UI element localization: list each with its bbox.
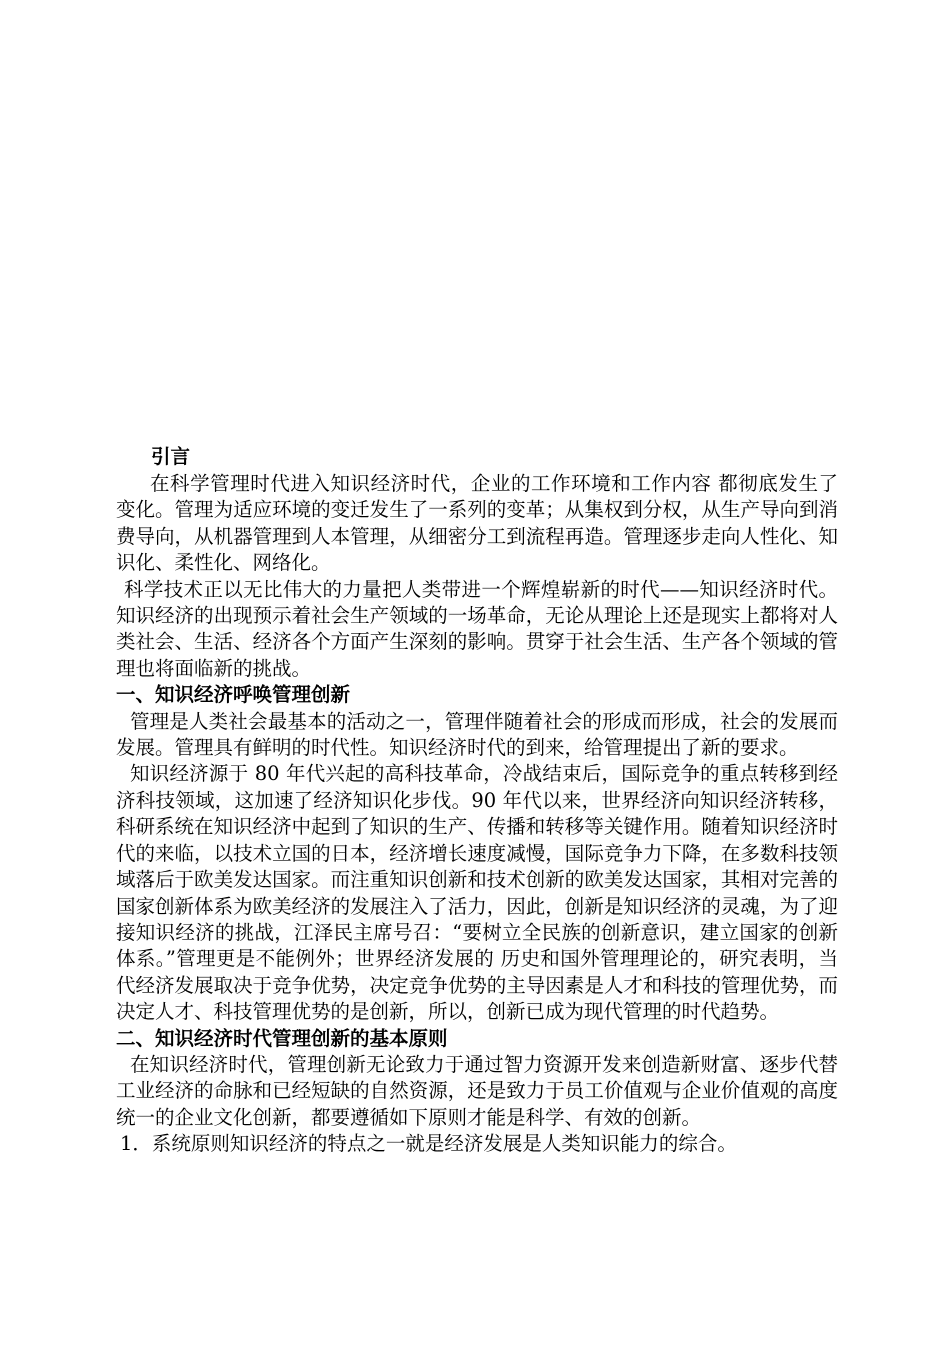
section-1-heading: 一、知识经济呼唤管理创新 (116, 683, 351, 707)
section-1-paragraph-2: 知识经济源于 80 年代兴起的高科技革命，冷战结束后，国际竞争的重点转移到经济科技领域，这加速了经济知识化步伐。90 年代以来，世界经济向知识经济转移，科研系统在知识经济中起到了知识的生产、传播和转移等关键作用。随着知识经济时代的来临，以技术立国的日本，经济增长速度减慢，国际竞争力下降，在多数科技领域落后于欧美发达国家。而注重知识创新和技术创新的欧美发达国家，其相对完善的国家创新体系为欧美经济的发展注入了活力，因此，创新是知识经济的灵魂，为了迎接知识经济的挑战，江泽民主席号召：“要树立全民族的创新意识，建立国家的创新体系。”管理更是不能例外；世界经济发展的 历史和国外管理理论的，研究表明，当代经济发展取决于竞争优势，决定竞争优势的主导因素是人才和科技的管理优势，而决定人才、科技管理优势的是创新，所以，创新已成为现代管理的时代趋势。 (116, 762, 838, 1024)
section-2-paragraph-2: 1．系统原则知识经济的特点之一就是经济发展是人类知识能力的综合。 (120, 1132, 737, 1156)
section-2-paragraph-1: 在知识经济时代，管理创新无论致力于通过智力资源开发来创造新财富、逐步代替工业经济的命脉和已经短缺的自然资源，还是致力于员工价值观与企业价值观的高度统一的企业文化创新，都要遵循如下原则才能是科学、有效的创新。 (116, 1052, 838, 1129)
document-body (116, 443, 838, 1158)
section-2-heading: 二、知识经济时代管理创新的基本原则 (116, 1026, 448, 1050)
intro-paragraph-2: 科学技术正以无比伟大的力量把人类带进一个辉煌崭新的时代——知识经济时代。知识经济的出现预示着社会生产领域的一场革命，无论从理论上还是现实上都将对人类社会、生活、经济各个方面产生深刻的影响。贯穿于社会生活、生产各个领域的管理也将面临新的挑战。 (116, 577, 838, 680)
section-1-paragraph-1: 管理是人类社会最基本的活动之一，管理伴随着社会的形成而形成，社会的发展而发展。管理具有鲜明的时代性。知识经济时代的到来，给管理提出了新的要求。 (116, 709, 838, 760)
intro-paragraph-1: 在科学管理时代进入知识经济时代，企业的工作环境和工作内容 都彻底发生了变化。管理为适应环境的变迁发生了一系列的变革；从集权到分权，从生产导向到消费导向，从机器管理到人本管理，从细密分工到流程再造。管理逐步走向人性化、知识化、柔性化、网络化。 (116, 472, 838, 575)
document-title: 引言 (151, 445, 191, 468)
